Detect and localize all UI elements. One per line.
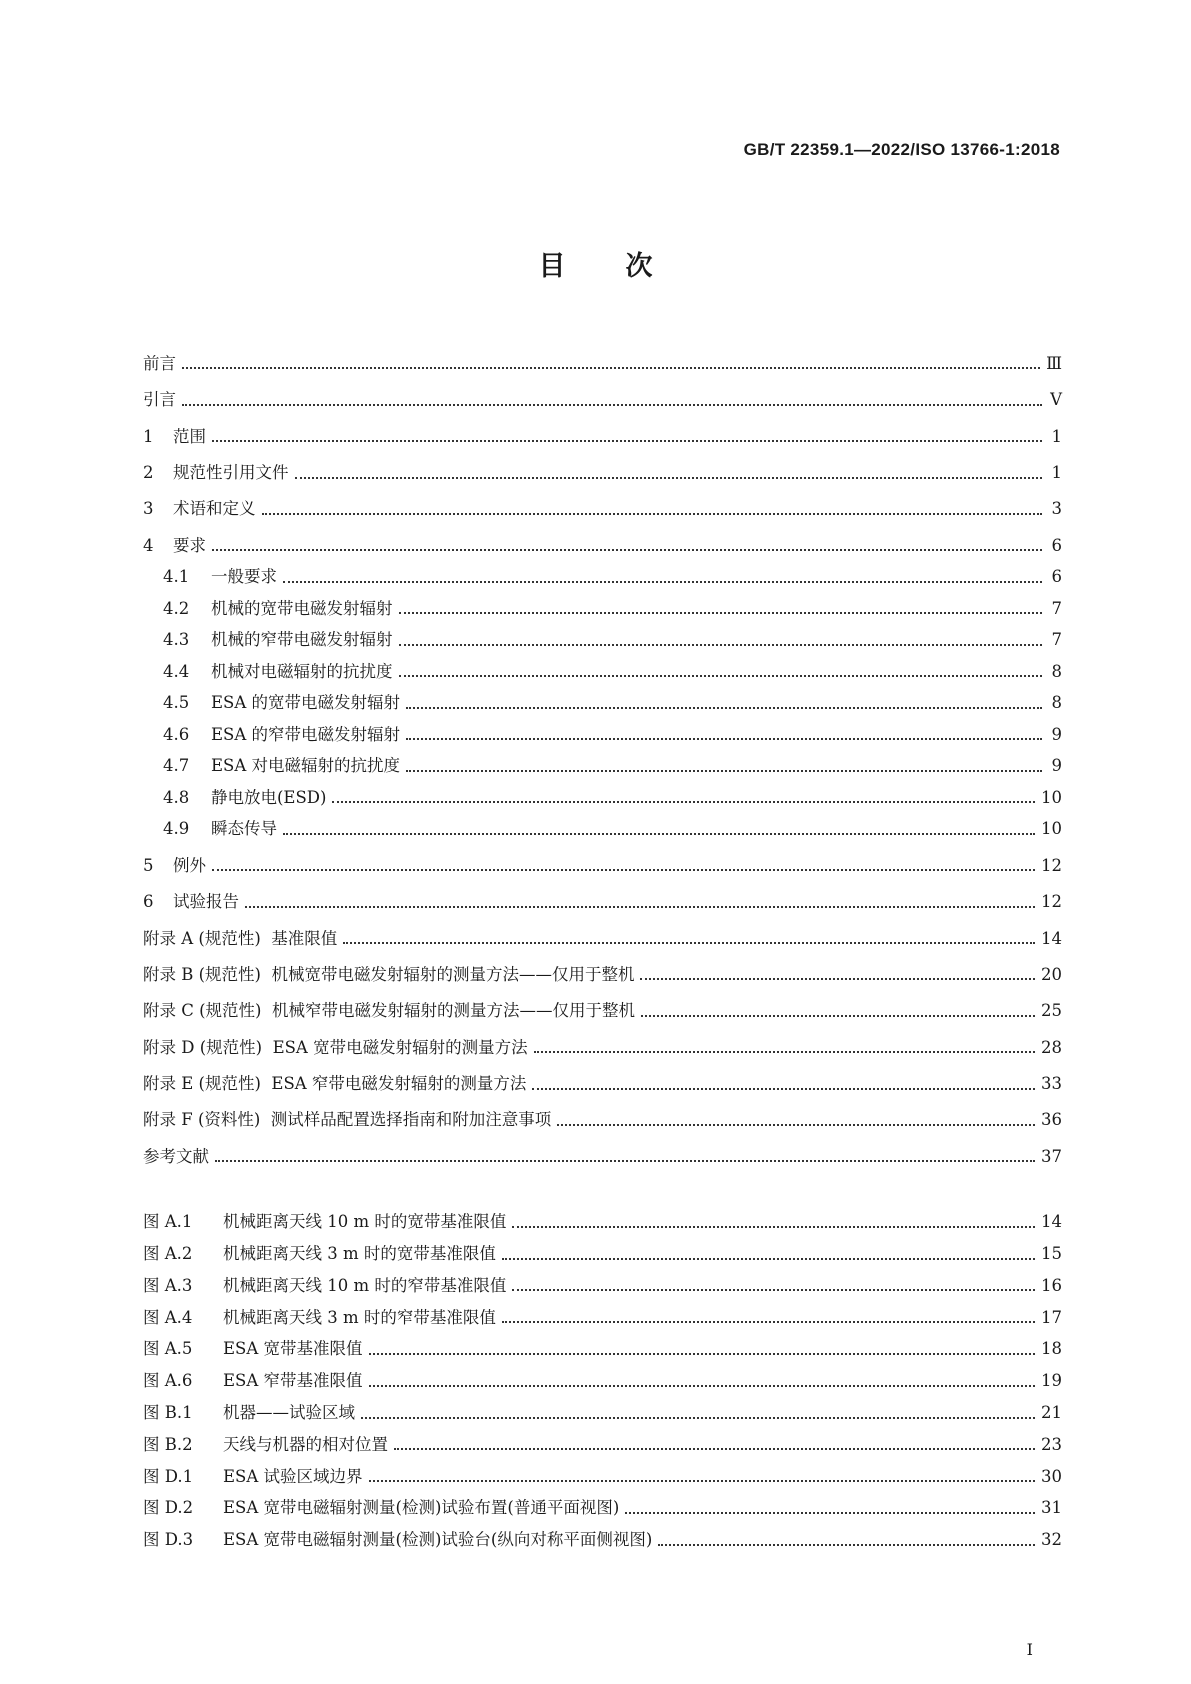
figure-entry-number: 图 A.4: [143, 1307, 193, 1327]
toc-entry[interactable]: [143, 1020, 1062, 1056]
dot-leader: [343, 941, 1035, 944]
dot-leader: [182, 366, 1040, 369]
toc-entry-title: 附录 E (规范性) ESA 窄带电磁发射辐射的测量方法: [143, 1074, 527, 1094]
toc-entry-number: 4.4: [163, 661, 190, 681]
dot-leader: [534, 1050, 1035, 1053]
toc-entry-page: 10: [1041, 787, 1062, 807]
toc-entry-number: 4.3: [163, 630, 190, 650]
toc-entry-label: [143, 855, 206, 875]
figure-entry-label: [143, 1500, 619, 1517]
toc-entry-number: 6: [143, 892, 154, 912]
figure-entry-page: 16: [1041, 1275, 1062, 1295]
dot-leader: [557, 1123, 1035, 1126]
figure-entry-number: 图 D.1: [143, 1466, 194, 1486]
toc-entry-label: [143, 1112, 551, 1129]
figure-entry-page: 32: [1041, 1530, 1062, 1550]
toc-entry-page: 9: [1051, 724, 1062, 744]
toc-entry-label: [143, 535, 206, 555]
figure-entry-number: 图 A.6: [143, 1371, 193, 1391]
toc-entry-label: [143, 392, 176, 409]
dot-leader: [369, 1384, 1035, 1387]
dot-leader: [406, 769, 1042, 772]
figure-entry-number: 图 A.1: [143, 1212, 193, 1232]
toc-entry-page: 14: [1041, 928, 1062, 948]
toc-entry[interactable]: [143, 806, 1062, 838]
toc-entry-label: [143, 1076, 526, 1093]
toc-entry-title: 附录 F (资料性) 测试样品配置选择指南和附加注意事项: [143, 1110, 552, 1130]
dot-leader: [406, 706, 1042, 709]
toc-entry-title: 静电放电(ESD): [211, 787, 327, 807]
dot-leader: [502, 1257, 1035, 1260]
figure-entry-title: ESA 宽带基准限值: [223, 1339, 363, 1359]
toc-entry-title: 附录 D (规范性) ESA 宽带电磁发射辐射的测量方法: [143, 1037, 528, 1057]
dot-leader: [502, 1320, 1035, 1323]
toc-entry-title: 附录 A (规范性) 基准限值: [143, 928, 338, 948]
toc-entry-number: 5: [143, 855, 154, 875]
figure-entry[interactable]: [143, 1390, 1062, 1422]
toc-entry-title: ESA 对电磁辐射的抗扰度: [211, 756, 401, 776]
toc-entry-title: 要求: [173, 535, 206, 555]
dot-leader: [212, 439, 1042, 442]
toc-entry-label: [163, 787, 327, 807]
toc-entry-label: [143, 501, 256, 518]
figure-entry-label: [143, 1466, 363, 1486]
dot-leader: [245, 905, 1035, 908]
toc-entry-page: 12: [1041, 892, 1062, 912]
toc-entry-page: 3: [1051, 499, 1062, 519]
toc-entry-page: 7: [1051, 598, 1062, 618]
toc-entry-page: 37: [1041, 1146, 1062, 1166]
figure-entry-label: [143, 1246, 496, 1263]
toc-entry-title: 瞬态传导: [211, 819, 277, 839]
toc-entry-page: Ⅴ: [1050, 390, 1062, 410]
toc-entry[interactable]: [143, 1056, 1062, 1092]
dot-leader: [262, 512, 1043, 515]
figure-entry-title: ESA 窄带基准限值: [223, 1371, 363, 1391]
standard-number: GB/T 22359.1—2022/ISO 13766-1:2018: [743, 140, 1060, 159]
figure-entry-label: [143, 1532, 652, 1549]
figure-entry[interactable]: [143, 1485, 1062, 1517]
toc-entry-number: 4.1: [163, 567, 190, 587]
figure-entry-label: [143, 1405, 355, 1422]
toc-entry-title: 规范性引用文件: [173, 463, 289, 483]
figure-entry-title: ESA 宽带电磁辐射测量(检测)试验布置(普通平面视图): [223, 1498, 620, 1518]
toc-entry[interactable]: [143, 874, 1062, 910]
figure-entry[interactable]: [143, 1263, 1062, 1295]
toc-entry-label: [163, 821, 277, 838]
toc-entry-page: 7: [1051, 630, 1062, 650]
toc-entry-label: [163, 598, 393, 618]
dot-leader: [658, 1543, 1035, 1546]
toc-entry-title: 机械的窄带电磁发射辐射: [211, 630, 393, 650]
toc-entry-label: [163, 661, 393, 681]
page-title: 目次: [538, 251, 713, 282]
toc-entry-label: [163, 724, 401, 744]
toc-entry-page: 1: [1051, 463, 1062, 483]
figure-entry-number: 图 D.2: [143, 1498, 194, 1518]
toc-entry-title: ESA 的窄带电磁发射辐射: [211, 724, 401, 744]
toc-entry-page: 9: [1051, 756, 1062, 776]
toc-entry-number: 4.2: [163, 598, 190, 618]
toc-entry[interactable]: [143, 586, 1062, 618]
dot-leader: [182, 403, 1042, 406]
toc-entry-title: 一般要求: [211, 567, 277, 587]
dot-leader: [406, 737, 1042, 740]
figure-entry-title: ESA 试验区域边界: [223, 1466, 363, 1486]
toc-entry[interactable]: [143, 482, 1062, 518]
dot-leader: [212, 548, 1042, 551]
dot-leader: [399, 674, 1043, 677]
figure-entry-page: 21: [1041, 1403, 1062, 1423]
toc-entry-page: 33: [1041, 1074, 1062, 1094]
dot-leader: [625, 1511, 1035, 1514]
figure-entry-page: 15: [1041, 1244, 1062, 1264]
toc-entry[interactable]: [143, 983, 1062, 1019]
toc-entry-number: 1: [143, 426, 154, 446]
page-folio: I: [1026, 1640, 1033, 1659]
toc-entry-page: 12: [1041, 855, 1062, 875]
toc-entry-label: [143, 964, 635, 984]
figure-entry-page: 19: [1041, 1371, 1062, 1391]
figure-entry[interactable]: [143, 1326, 1062, 1358]
figure-entry-title: 机械距离天线 10 m 时的宽带基准限值: [223, 1212, 507, 1232]
toc-entry-number: 4.8: [163, 787, 190, 807]
toc-entry[interactable]: [143, 372, 1062, 408]
toc-entry-title: 机械对电磁辐射的抗扰度: [211, 661, 393, 681]
toc-entry[interactable]: [143, 911, 1062, 947]
dot-leader: [399, 643, 1043, 646]
toc-entry-title: 机械的宽带电磁发射辐射: [211, 598, 393, 618]
toc-entry[interactable]: [143, 680, 1062, 712]
toc-entry-number: 2: [143, 463, 154, 483]
toc-entry[interactable]: [143, 445, 1062, 481]
dot-leader: [399, 611, 1043, 614]
figure-entry-title: 机械距离天线 10 m 时的窄带基准限值: [223, 1275, 507, 1295]
figure-entry-label: [143, 1434, 388, 1454]
toc-entry-title: ESA 的宽带电磁发射辐射: [211, 693, 401, 713]
toc-entry-title: 范围: [173, 426, 206, 446]
toc-entry-page: 1: [1051, 426, 1062, 446]
toc-entry-number: 4: [143, 535, 154, 555]
toc-entry-label: [143, 1146, 209, 1166]
dot-leader: [394, 1447, 1035, 1450]
toc-entry-label: [143, 353, 176, 373]
figure-entry-title: 机械距离天线 3 m 时的宽带基准限值: [223, 1244, 496, 1264]
figure-entry[interactable]: [143, 1358, 1062, 1390]
toc-entry-label: [143, 465, 289, 482]
figure-entry-number: 图 A.5: [143, 1339, 193, 1359]
figure-entry-page: 14: [1041, 1212, 1062, 1232]
dot-leader: [640, 977, 1035, 980]
toc-entry[interactable]: [143, 712, 1062, 744]
toc-entry-label: [143, 894, 239, 911]
figure-entry-label: [143, 1275, 507, 1295]
toc-entry[interactable]: [143, 1093, 1062, 1129]
toc-entry[interactable]: [143, 409, 1062, 445]
toc-entry-label: [143, 1037, 528, 1057]
toc-entry-page: 10: [1041, 819, 1062, 839]
toc-entry[interactable]: [143, 336, 1062, 372]
toc-entry-label: [143, 426, 206, 446]
toc-entry[interactable]: [143, 617, 1062, 649]
figure-entry-title: 机器——试验区域: [223, 1403, 355, 1423]
dot-leader: [332, 800, 1035, 803]
figure-entry[interactable]: [143, 1199, 1062, 1231]
figure-entry-label: [143, 1341, 363, 1358]
toc-entry-label: [163, 569, 277, 586]
toc-entry-number: 4.9: [163, 819, 190, 839]
figure-entry-title: 天线与机器的相对位置: [223, 1434, 388, 1454]
figure-entry[interactable]: [143, 1294, 1062, 1326]
figure-entry[interactable]: [143, 1517, 1062, 1549]
dot-leader: [295, 476, 1043, 479]
toc-entry-page: Ⅲ: [1046, 353, 1062, 373]
figure-entry-number: 图 D.3: [143, 1530, 194, 1550]
toc-entry-title: 例外: [173, 855, 206, 875]
figure-entry-label: [143, 1307, 496, 1327]
table-of-contents: [143, 336, 1062, 1165]
toc-entry-title: 附录 C (规范性) 机械窄带电磁发射辐射的测量方法——仅用于整机: [143, 1001, 635, 1021]
toc-entry[interactable]: [143, 1129, 1062, 1165]
toc-entry[interactable]: [143, 649, 1062, 681]
figure-entry-page: 23: [1041, 1434, 1062, 1454]
toc-entry-label: [143, 1003, 635, 1020]
figure-entry-number: 图 A.2: [143, 1244, 193, 1264]
toc-entry-page: 36: [1041, 1110, 1062, 1130]
figure-entry[interactable]: [143, 1422, 1062, 1454]
toc-entry-number: 4.7: [163, 756, 190, 776]
toc-entry-page: 8: [1051, 661, 1062, 681]
toc-entry-title: 术语和定义: [173, 499, 256, 519]
toc-entry-number: 3: [143, 499, 154, 519]
toc-entry[interactable]: [143, 838, 1062, 874]
figure-entry[interactable]: [143, 1231, 1062, 1263]
figure-entry-label: [143, 1373, 363, 1390]
dot-leader: [283, 580, 1042, 583]
toc-entry-title: 前言: [143, 353, 176, 373]
figure-entry-page: 18: [1041, 1339, 1062, 1359]
toc-entry-number: 4.5: [163, 693, 190, 713]
dot-leader: [369, 1479, 1035, 1482]
toc-entry-title: 参考文献: [143, 1146, 209, 1166]
toc-entry-label: [163, 695, 400, 712]
dot-leader: [215, 1159, 1035, 1162]
toc-entry[interactable]: [143, 743, 1062, 775]
toc-entry[interactable]: [143, 947, 1062, 983]
figure-entry-page: 31: [1041, 1498, 1062, 1518]
toc-entry-page: 6: [1051, 567, 1062, 587]
figure-entry-number: 图 A.3: [143, 1275, 193, 1295]
dot-leader: [532, 1087, 1035, 1090]
dot-leader: [512, 1225, 1035, 1228]
dot-leader: [641, 1014, 1035, 1017]
toc-entry-label: [163, 758, 400, 775]
figure-entry-page: 17: [1041, 1307, 1062, 1327]
dot-leader: [212, 868, 1035, 871]
dot-leader: [512, 1288, 1035, 1291]
toc-entry-page: 20: [1041, 964, 1062, 984]
figure-entry-title: 机械距离天线 3 m 时的窄带基准限值: [223, 1307, 496, 1327]
dot-leader: [369, 1352, 1035, 1355]
figure-entry-number: 图 B.1: [143, 1403, 193, 1423]
list-of-figures: [143, 1199, 1062, 1549]
toc-entry-page: 8: [1051, 693, 1062, 713]
toc-entry-number: 4.6: [163, 724, 190, 744]
toc-entry[interactable]: [143, 775, 1062, 807]
toc-entry-label: [163, 632, 393, 649]
toc-entry-title: 引言: [143, 390, 176, 410]
toc-entry-title: 试验报告: [173, 892, 239, 912]
toc-entry[interactable]: [143, 554, 1062, 586]
figure-entry-number: 图 B.2: [143, 1434, 193, 1454]
figure-entry-title: ESA 宽带电磁辐射测量(检测)试验台(纵向对称平面侧视图): [223, 1530, 653, 1550]
figure-entry-label: [143, 1214, 506, 1231]
dot-leader: [283, 832, 1035, 835]
toc-entry-page: 6: [1051, 535, 1062, 555]
toc-entry-page: 28: [1041, 1037, 1062, 1057]
figure-entry[interactable]: [143, 1453, 1062, 1485]
toc-entry-label: [143, 928, 338, 948]
dot-leader: [361, 1416, 1035, 1419]
toc-entry-page: 25: [1041, 1001, 1062, 1021]
figure-entry-page: 30: [1041, 1466, 1062, 1486]
toc-entry-title: 附录 B (规范性) 机械宽带电磁发射辐射的测量方法——仅用于整机: [143, 964, 635, 984]
toc-entry[interactable]: [143, 518, 1062, 554]
